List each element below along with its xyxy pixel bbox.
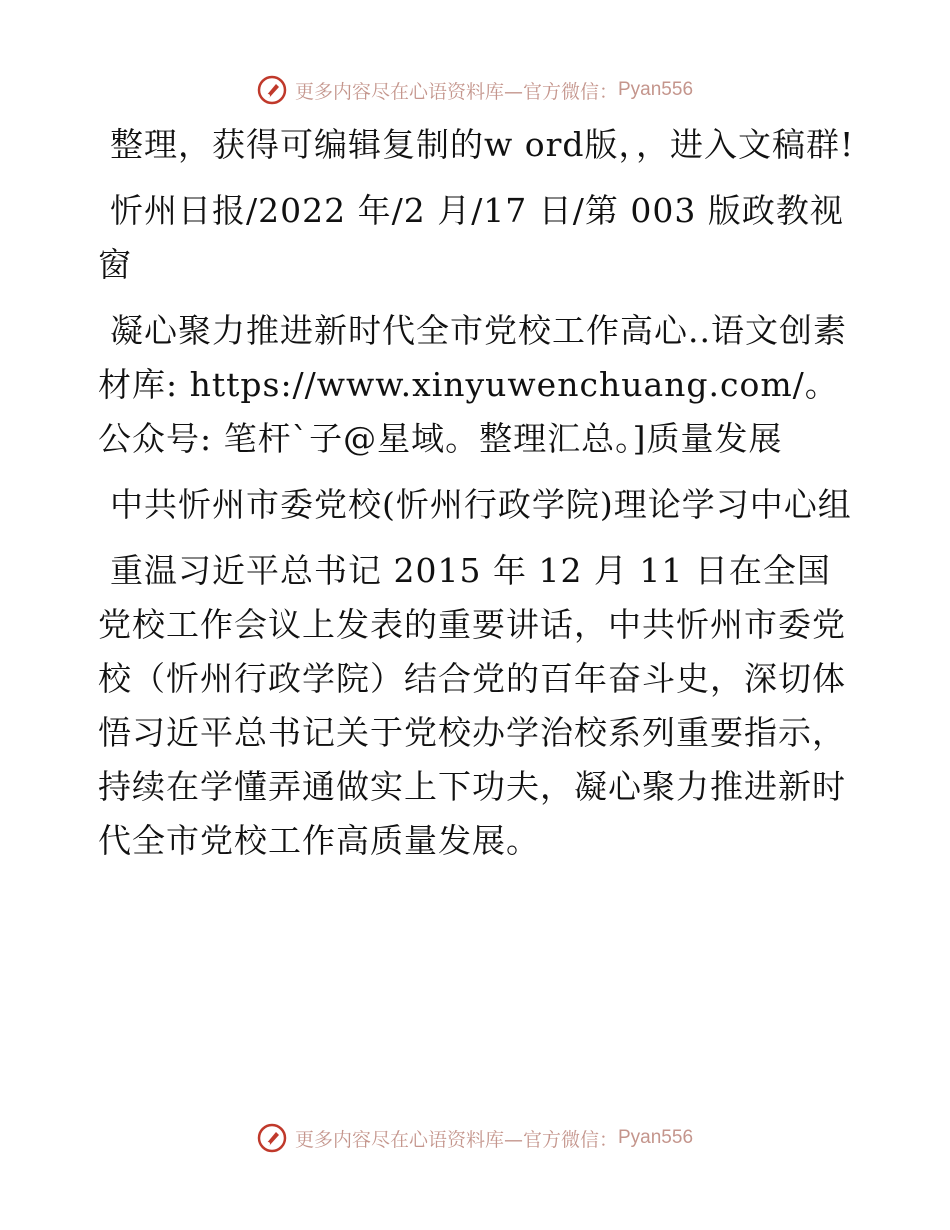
pen-nib-logo-icon <box>257 75 287 105</box>
watermark-account: Pyan556 <box>618 1127 694 1148</box>
paragraph-3: 凝心聚力推进新时代全市党校工作高心..语文创素材库: https://www.xinyuwenchuang.com/。公众号: 笔杆`子@星域。整理汇总。]质量发展 <box>98 311 847 458</box>
paragraph-1: 整理，获得可编辑复制的w ord版，，进入文稿群! <box>110 125 855 164</box>
paragraph-4: 中共忻州市委党校(忻州行政学院)理论学习中心组 <box>110 485 852 524</box>
watermark-text: 更多内容尽在心语资料库—官方微信： <box>294 80 618 103</box>
paragraph-2: 忻州日报/2022 年/2 月/17 日/第 003 版政教视窗 <box>98 191 844 284</box>
watermark-text: 更多内容尽在心语资料库—官方微信： <box>294 1128 618 1151</box>
document-body <box>98 118 858 880</box>
footer-watermark <box>0 1118 950 1158</box>
watermark-account: Pyan556 <box>618 79 694 100</box>
header-watermark <box>0 70 950 110</box>
paragraph-5: 重温习近平总书记 2015 年 12 月 11 日在全国党校工作会议上发表的重要讲话，中共忻州市委党校（忻州行政学院）结合党的百年奋斗史，深切体悟习近平总书记关于党校办学治校系列重要指示，持续在学懂弄通做实上下功夫，凝心聚力推进新时代全市党校工作高质量发展。 <box>98 551 846 860</box>
pen-nib-logo-icon <box>257 1123 287 1153</box>
